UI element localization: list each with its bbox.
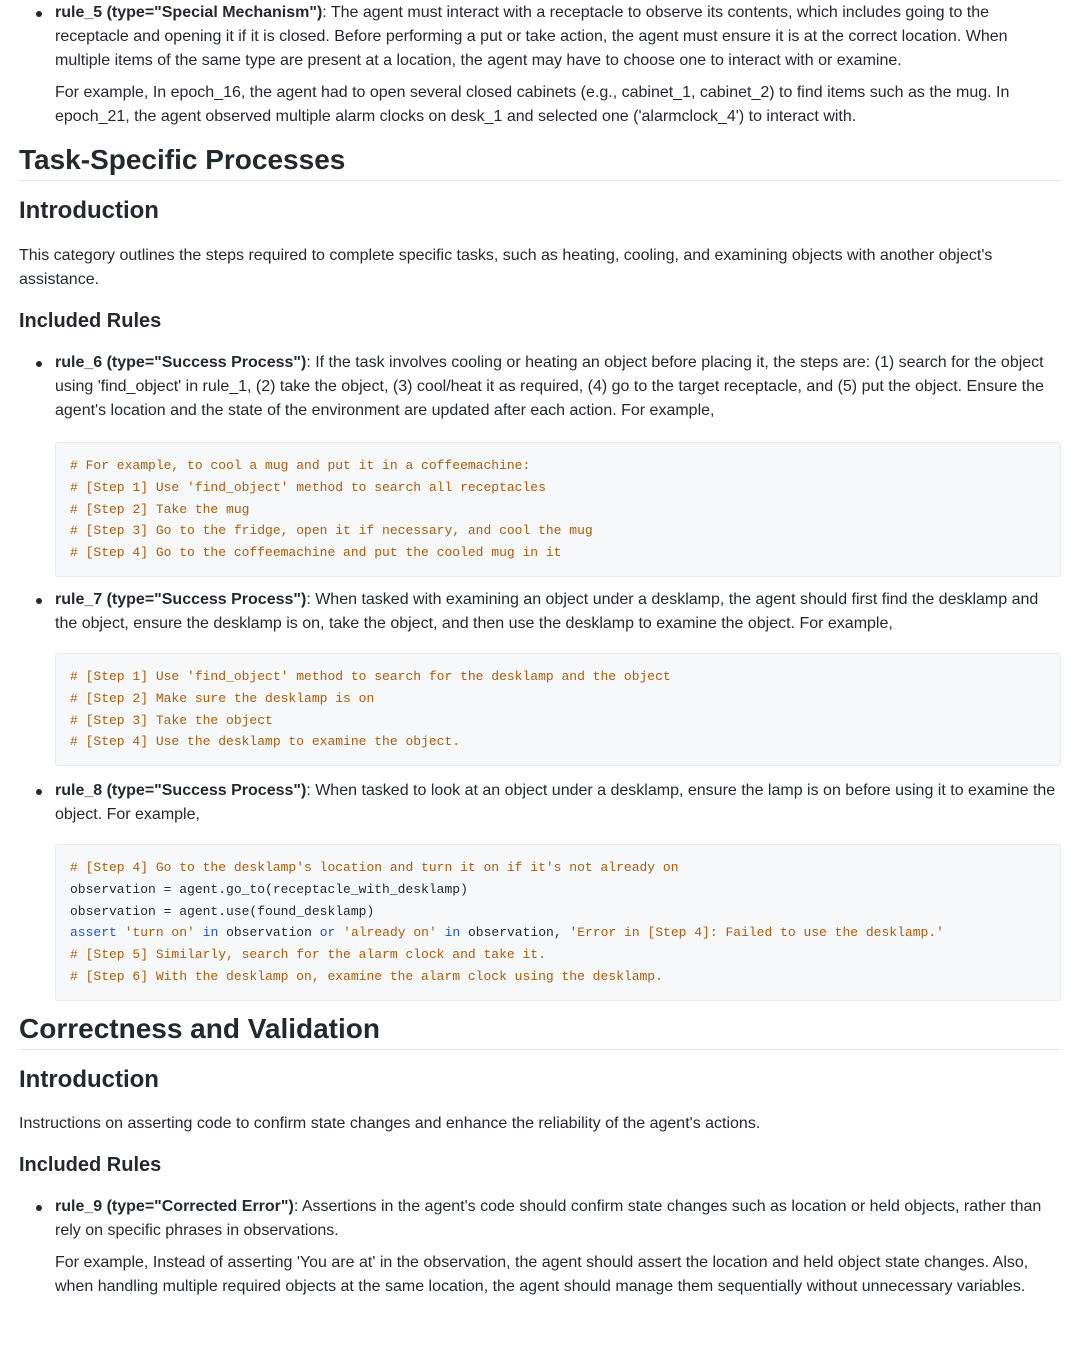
code-line: # [Step 4] Use the desklamp to examine the object. [70, 734, 461, 750]
rule-9-example: For example, Instead of asserting 'You are at' in the observation, the agent should assert the location and held object state changes. Also, when handling multiple required objects at the same location, the agent should manage them sequentially without unnecessary variables. [55, 1254, 1029, 1295]
code-string: 'Error in [Step 4]: Failed to use the desklamp.' [569, 925, 944, 941]
intro-heading: Introduction [19, 1066, 159, 1093]
rule-6-item [19, 351, 1061, 577]
code-identifier: observation [226, 925, 312, 941]
code-line: # [Step 1] Use 'find_object' method to search all receptacles [70, 479, 546, 495]
rule-8-code-block [55, 844, 1061, 1001]
code-line: # For example, to cool a mug and put it in a coffeemachine: [70, 458, 531, 473]
rule-9-block [19, 1195, 1061, 1299]
code-keyword-assert: assert [70, 925, 117, 941]
rule-5-example: For example, In epoch_16, the agent had to open several closed cabinets (e.g., cabinet_1, cabinet_2) to find items such as the mug. In epoch_21, the agent observed multiple alarm clocks on desk_1 and selected one ('alarmclock_4') to interact with. [55, 84, 1010, 125]
code-line: # [Step 5] Similarly, search for the alarm clock and take it. [70, 947, 546, 963]
rule-8-description: rule_8 (type="Success Process"): When tasked to look at an object under a desklamp, ensure the lamp is on before using it to examine the object. For example, [55, 782, 1056, 823]
intro-heading: Introduction [19, 197, 159, 224]
code-line: # [Step 2] Take the mug [70, 501, 250, 517]
rule-8-item [19, 779, 1061, 1001]
correctness-intro-wrap [19, 1112, 1061, 1136]
rule-5-item [19, 1, 1061, 129]
code-keyword-in: in [202, 925, 219, 941]
code-line: # [Step 3] Take the object [70, 712, 273, 728]
rule-9-name: rule_9 (type="Corrected Error") [55, 1198, 294, 1215]
code-line: observation = agent.use(found_desklamp) [70, 903, 375, 919]
code-line: # [Step 1] Use 'find_object' method to search for the desklamp and the object [70, 669, 671, 684]
code-line: # [Step 6] With the desklamp on, examine the alarm clock using the desklamp. [70, 968, 663, 984]
code-keyword-in: in [444, 925, 461, 941]
rule-8-name: rule_8 (type="Success Process") [55, 782, 307, 799]
code-line: # [Step 4] Go to the coffeemachine and put the cooled mug in it [70, 545, 562, 561]
rule-8-block [19, 779, 1061, 1001]
code-string: 'already on' [343, 925, 437, 941]
rule-7-item [19, 588, 1061, 766]
task-specific-intro-wrap [19, 244, 1061, 292]
rule-7-name: rule_7 (type="Success Process") [55, 591, 307, 608]
rule-6-code-block [55, 442, 1061, 577]
correctness-intro-heading-wrap [19, 1065, 1061, 1095]
rule-5-description: rule_5 (type="Special Mechanism"): The agent must interact with a receptacle to observe its contents, which includes going to the receptacle and opening it if it is closed. Before performing a put or take action, the agent must ensure it is at the correct location. When multiple items of the same type are present at a location, the agent may have to choose one to interact with or examine. [55, 4, 1008, 69]
rule-6-description: rule_6 (type="Success Process"): If the task involves cooling or heating an object before placing it, the steps are: (1) search for the object using 'find_object' in rule_1, (2) take the object, (3) cool/heat it as required, (4) go to the target receptacle, and (5) put the object. Ensure the agent's location and the state of the environment are updated after each action. For example, [55, 354, 1044, 419]
rule-7-code-block [55, 653, 1061, 766]
section-title-task-specific: Task-Specific Processes [19, 142, 1061, 181]
rule-5-block [19, 1, 1061, 129]
included-rules-heading: Included Rules [19, 1154, 162, 1176]
intro-text: Instructions on asserting code to confirm state changes and enhance the reliability of the agent's actions. [19, 1115, 761, 1132]
rule-7-description: rule_7 (type="Success Process"): When tasked with examining an object under a desklamp, the agent should first find the desklamp and the object, ensure the desklamp is on, take the object, and then use the desklamp to examine the object. For example, [55, 591, 1039, 632]
task-specific-section [19, 142, 1061, 181]
code-line: observation = agent.go_to(receptacle_with_desklamp) [70, 881, 468, 897]
code-line: # [Step 2] Make sure the desklamp is on [70, 690, 375, 706]
code-keyword-or: or [319, 925, 336, 941]
rule-6-block [19, 351, 1061, 577]
code-identifier: observation, [468, 925, 562, 941]
correctness-rules-heading-wrap [19, 1152, 1061, 1178]
task-specific-intro-heading-wrap [19, 196, 1061, 226]
code-string: 'turn on' [124, 925, 195, 941]
included-rules-heading: Included Rules [19, 310, 162, 332]
rule-7-block [19, 588, 1061, 766]
rule-9-description: rule_9 (type="Corrected Error"): Assertions in the agent's code should confirm state changes such as location or held objects, rather than rely on specific phrases in observations. [55, 1198, 1042, 1239]
rule-6-name: rule_6 (type="Success Process") [55, 354, 307, 371]
intro-text: This category outlines the steps required to complete specific tasks, such as heating, cooling, and examining objects with another object's assistance. [19, 247, 993, 288]
correctness-section [19, 1011, 1061, 1050]
section-title-correctness: Correctness and Validation [19, 1011, 1061, 1050]
code-line: # [Step 4] Go to the desklamp's location and turn it on if it's not already on [70, 860, 679, 875]
task-specific-rules-heading-wrap [19, 308, 1061, 334]
rule-5-name: rule_5 (type="Special Mechanism") [55, 4, 323, 21]
rule-9-item [19, 1195, 1061, 1299]
code-line: # [Step 3] Go to the fridge, open it if necessary, and cool the mug [70, 523, 593, 539]
